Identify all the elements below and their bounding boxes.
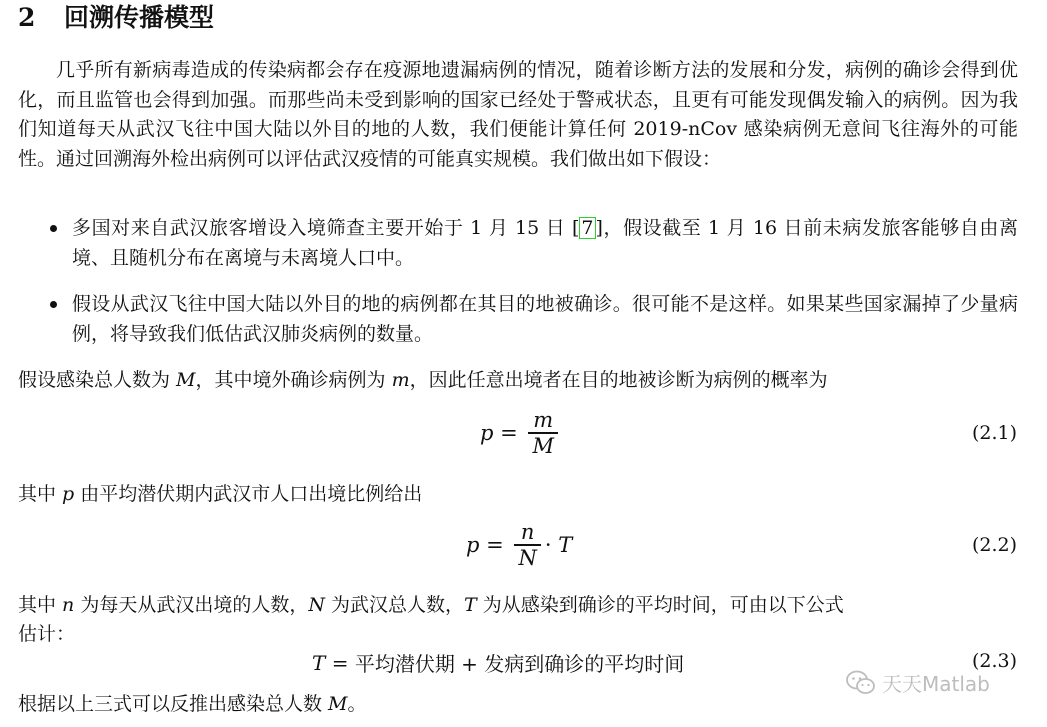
conclusion-sentence: 根据以上三式可以反推出感染总人数 M。 [18, 693, 367, 715]
equation-number: (2.1) [971, 422, 1017, 444]
assumption-item: 假设从武汉飞往中国大陆以外目的地的病例都在其目的地被确诊。很可能不是这样。如果某些国家漏掉了少量病例，将导致我们低估武汉肺炎病例的数量。 [72, 290, 1018, 349]
equation-2-2: p = $\frac{n}{N}$ · T (2.2) [466, 520, 1017, 570]
variables-sentence-cont: 估计： [18, 623, 76, 645]
wechat-icon [846, 670, 876, 696]
bullet-icon [50, 301, 57, 308]
assumption-item: 多国对来自武汉旅客增设入境筛查主要开始于 1 月 15 日 [ 7 ]，假设截至 1 月 16 日前未病发旅客能够自由离境、且随机分布在离境与未离境人口中。 [72, 214, 1018, 273]
section-number: 2 [18, 3, 36, 32]
bullet-icon [50, 225, 57, 232]
fraction: $\frac{n}{N}$ [514, 520, 540, 570]
fraction: $\frac{m}{M}$ [528, 408, 558, 458]
equation-2-3: T = 平均潜伏期 + 发病到确诊的平均时间 (2.3) [312, 650, 1017, 676]
p-definition-sentence: 其中 p 由平均潜伏期内武汉市人口出境比例给出 [18, 483, 423, 505]
section-title: 回溯传播模型 [64, 3, 215, 32]
section-heading [18, 2, 214, 34]
intro-paragraph: 几乎所有新病毒造成的传染病都会存在疫源地遗漏病例的情况，随着诊断方法的发展和分发，病例的确诊会得到优化，而且监管也会得到加强。而那些尚未受到影响的国家已经处于警戒状态，且更有可能发现偶发输入的病例。因为我们知道每天从武汉飞往中国大陆以外目的地的人数，我们便能计算任何 2019-nCov 感染病例无意间飞往海外的可能性。通过回溯海外检出病例可以评估武汉疫情的可能真实规模。我们做出如下假设： [18, 59, 1018, 170]
equation-number: (2.2) [971, 534, 1017, 556]
equation-number: (2.3) [971, 650, 1017, 672]
variables-sentence: 其中 n 为每天从武汉出境的人数，N 为武汉总人数，T 为从感染到确诊的平均时间，可由以下公式 [18, 594, 844, 616]
citation-link[interactable]: 7 [581, 217, 594, 239]
watermark-text: 天天Matlab [882, 672, 990, 696]
equation-2-1: p = $\frac{m}{M}$ (2.1) [480, 408, 1017, 458]
probability-sentence: 假设感染总人数为 M，其中境外确诊病例为 m，因此任意出境者在目的地被诊断为病例的概率为 [18, 369, 828, 391]
watermark [846, 668, 990, 697]
